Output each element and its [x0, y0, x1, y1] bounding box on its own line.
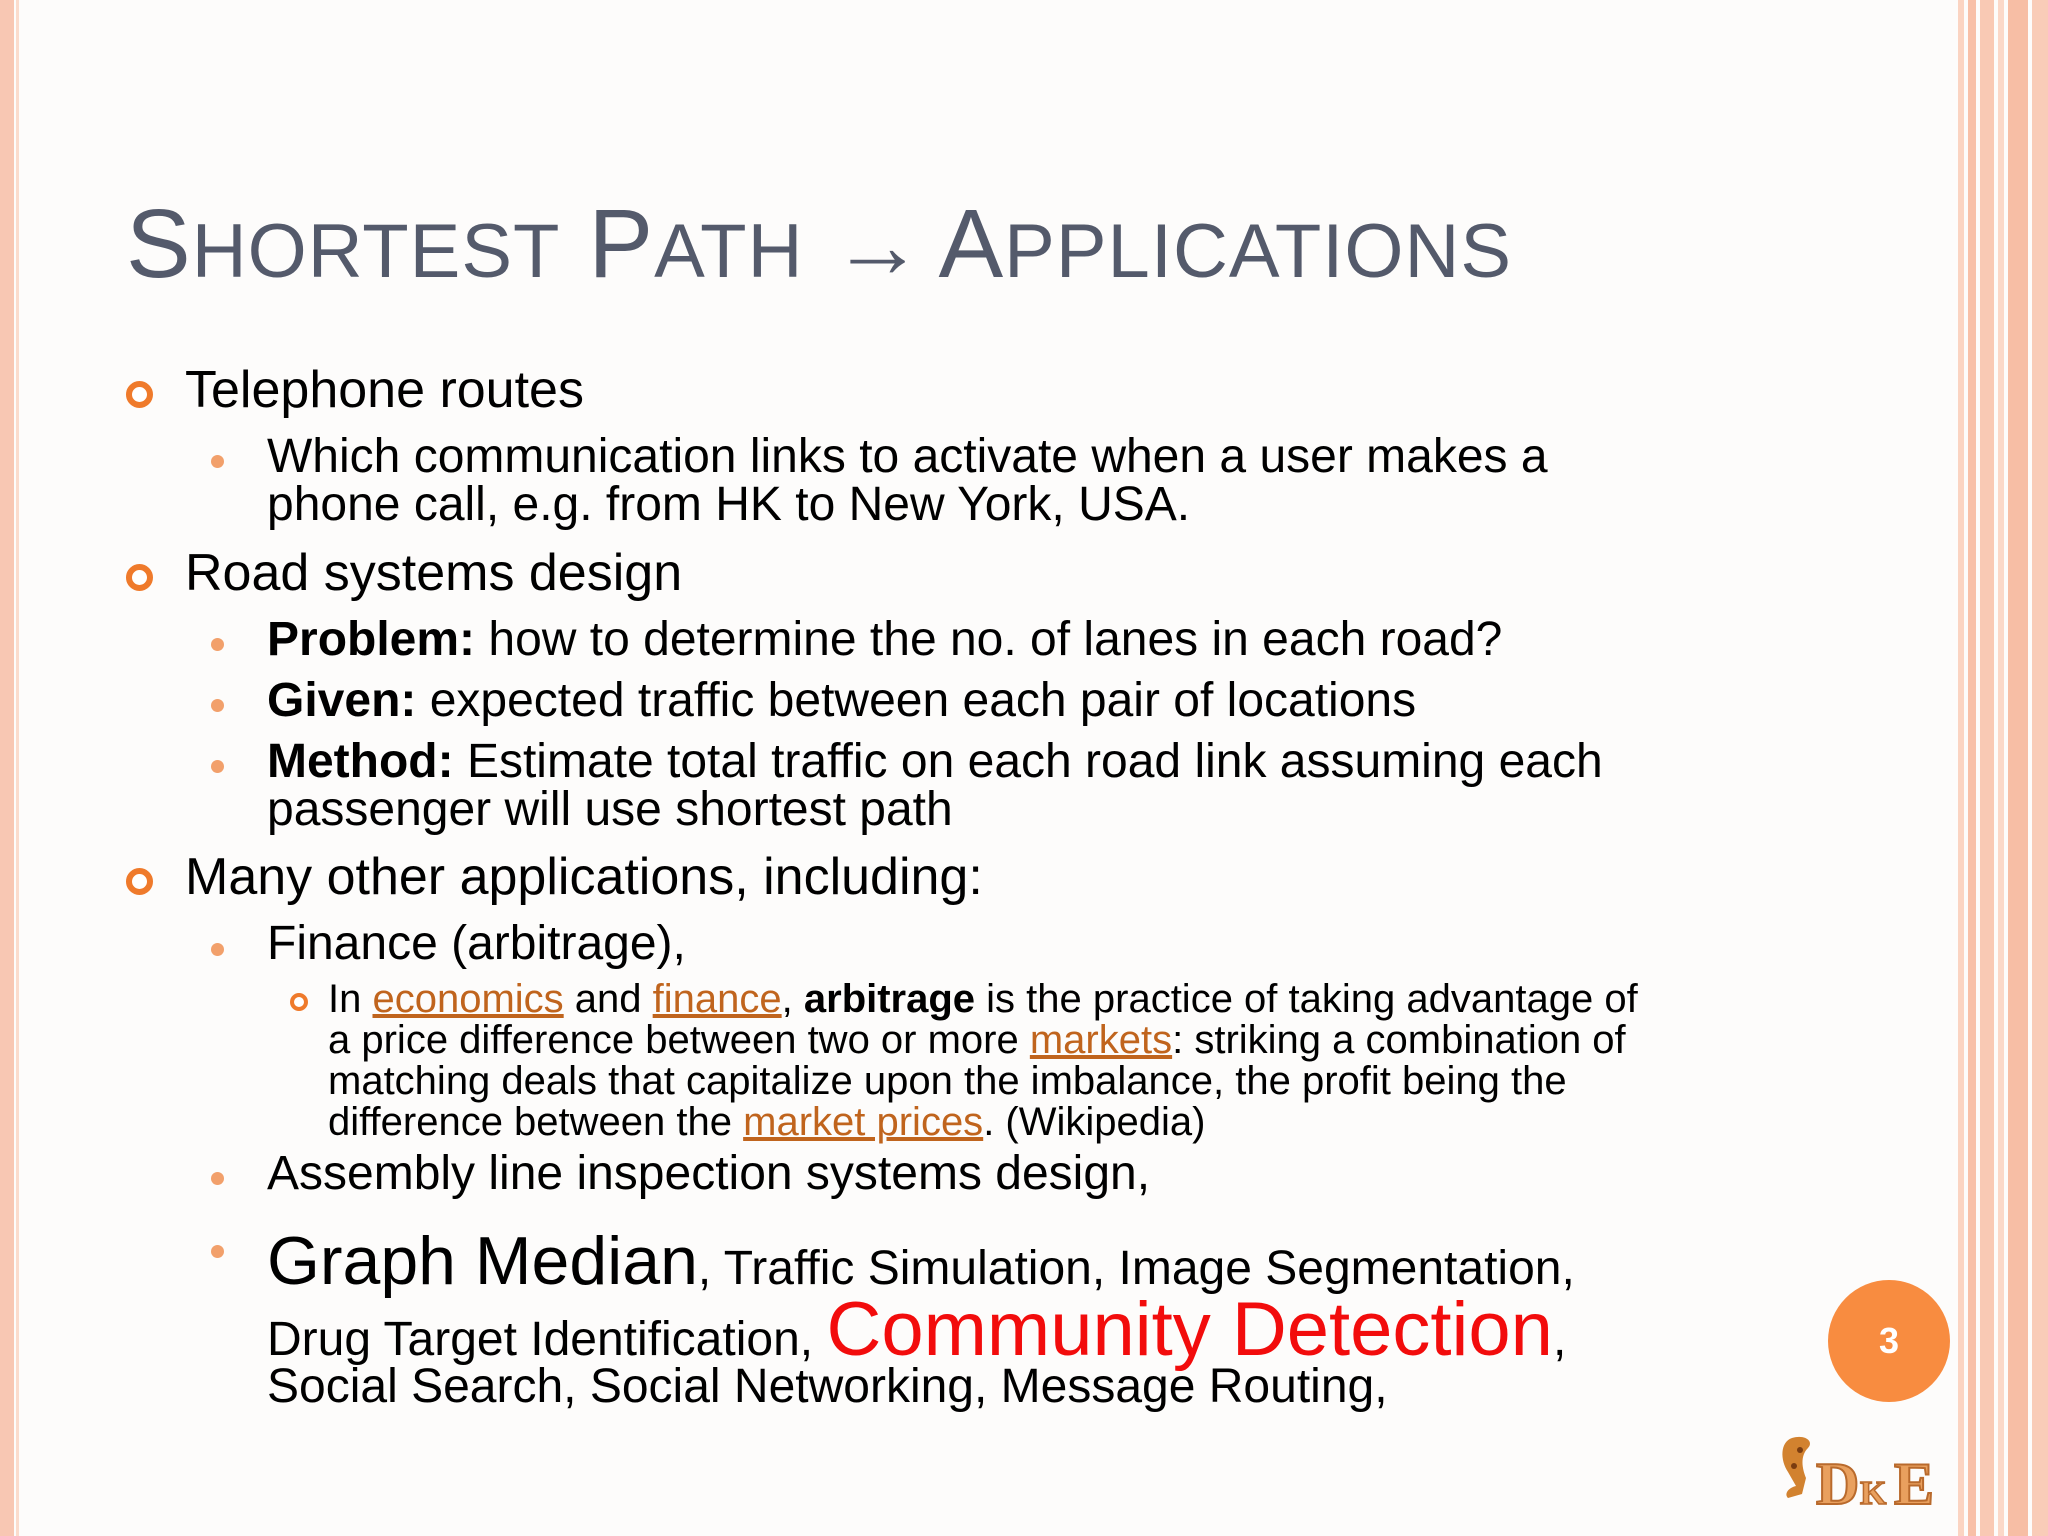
link-market-prices[interactable]: market prices: [743, 1100, 984, 1144]
bullet-problem: [267, 614, 1502, 666]
text: and: [563, 977, 653, 1021]
arbitrage-line-4: [328, 1102, 1205, 1143]
bullet-method-continued: passenger will use shortest path: [267, 783, 953, 836]
hollow-circle-bullet-icon: [126, 564, 153, 591]
bullet-given: [267, 675, 1416, 727]
arbitrage-term: arbitrage: [803, 977, 976, 1021]
text: . (Wikipedia): [983, 1100, 1206, 1144]
dot-bullet-icon: [211, 638, 224, 651]
problem-label: Problem:: [267, 613, 476, 666]
text: a price difference between two or more: [328, 1018, 1030, 1062]
title-word-shortest: HORTEST: [191, 209, 561, 294]
text: In: [328, 977, 373, 1021]
bullet-telephone-routes: Telephone routes: [185, 361, 584, 419]
community-detection-term: Community Detection: [826, 1287, 1553, 1372]
hollow-circle-bullet-icon: [126, 381, 153, 408]
method-text: Estimate total traffic on each road link assuming each: [453, 735, 1603, 788]
text: ,: [1552, 1313, 1567, 1366]
given-label: Given:: [267, 674, 417, 727]
dot-bullet-icon: [211, 1245, 224, 1258]
bullet-method: [267, 736, 1603, 788]
dke-logo: [1776, 1424, 1956, 1524]
problem-text: how to determine the no. of lanes in each road?: [475, 613, 1503, 666]
link-finance[interactable]: finance: [652, 977, 782, 1021]
giraffe-spot: [1797, 1447, 1803, 1453]
text: : striking a combination of: [1172, 1018, 1626, 1062]
title-word-path: ATH: [654, 209, 804, 294]
dot-bullet-icon: [211, 1172, 224, 1185]
title-initial: P: [588, 189, 655, 298]
arbitrage-line-2: [328, 1020, 1626, 1061]
link-economics[interactable]: economics: [372, 977, 564, 1021]
text: difference between the: [328, 1100, 744, 1144]
title-word-applications: PPLICATIONS: [1004, 209, 1513, 294]
dot-bullet-icon: [211, 943, 224, 956]
title-arrow-icon: →: [831, 195, 925, 297]
graph-median-term: Graph Median: [267, 1223, 698, 1299]
logo-text: D: [1816, 1451, 1860, 1517]
bullet-road-systems: Road systems design: [185, 544, 683, 602]
bullet-telephone-detail-2: phone call, e.g. from HK to New York, USA.: [267, 478, 1191, 531]
text: is the practice of taking advantage of: [975, 977, 1638, 1021]
text: ,: [781, 977, 804, 1021]
title-initial: S: [126, 189, 192, 298]
page-number-badge: 3: [1828, 1280, 1950, 1402]
link-markets[interactable]: markets: [1029, 1018, 1173, 1062]
bullet-assembly: Assembly line inspection systems design,: [267, 1147, 1151, 1200]
logo-text: E: [1894, 1451, 1935, 1517]
dot-bullet-icon: [211, 699, 224, 712]
logo-text: K: [1860, 1475, 1887, 1512]
bullet-telephone-detail-1: Which communication links to activate when a user makes a: [267, 430, 1548, 483]
given-text: expected traffic between each pair of locations: [416, 674, 1417, 727]
title-initial: A: [938, 189, 1005, 298]
bullet-many-applications: Many other applications, including:: [185, 848, 983, 906]
text: Drug Target Identification,: [267, 1313, 827, 1366]
applications-line-3: Social Search, Social Networking, Message Routing,: [267, 1360, 1388, 1413]
hollow-circle-bullet-icon: [290, 993, 308, 1011]
dot-bullet-icon: [211, 760, 224, 773]
hollow-circle-bullet-icon: [126, 868, 153, 895]
bullet-finance: Finance (arbitrage),: [267, 917, 686, 970]
dot-bullet-icon: [211, 455, 224, 468]
arbitrage-line-1: [328, 979, 1638, 1020]
method-label: Method:: [267, 735, 454, 788]
giraffe-spot: [1791, 1463, 1797, 1469]
text: , Traffic Simulation, Image Segmentation,: [697, 1242, 1575, 1295]
arbitrage-line-3: matching deals that capitalize upon the imbalance, the profit being the: [328, 1059, 1567, 1103]
